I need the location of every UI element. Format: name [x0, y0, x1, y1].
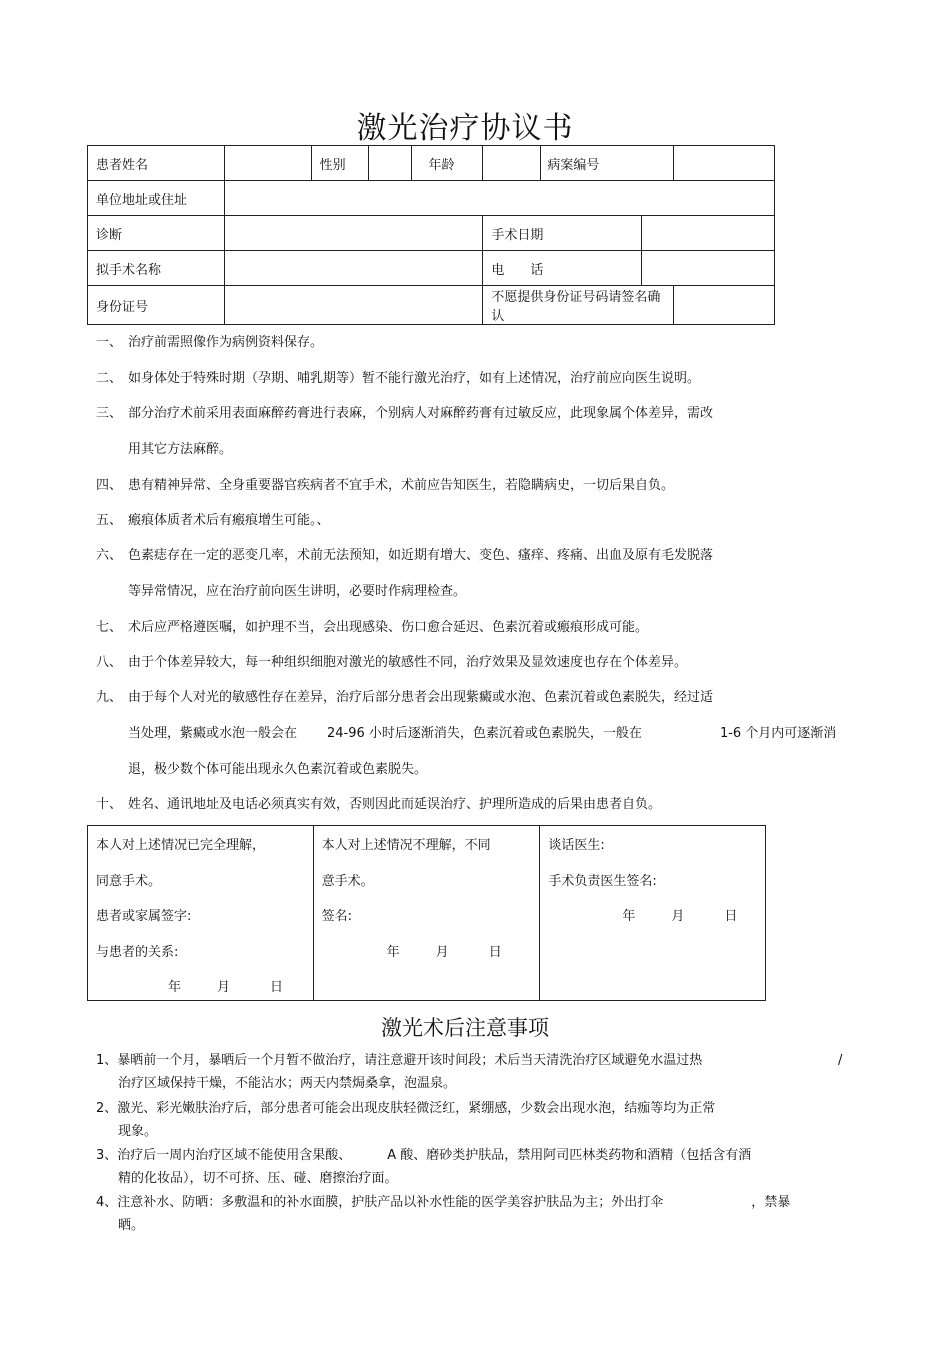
label-surgery-date: 手术日期	[483, 216, 642, 251]
label-refuse-id: 不愿提供身份证号码请签名确认	[483, 286, 674, 325]
clause-3: 三、 部分治疗术前采用表面麻醉药膏进行表麻，个别病人对麻醉药膏有过敏反应，此现象属个体差异，需改	[96, 406, 714, 421]
agree-date: 年 月 日	[168, 980, 284, 995]
clause-9-cont: 当处理，紫癜或水泡一般会在 24-96 小时后逐渐消失，色素沉着或色素脱失，一般在 1-6 个月内可逐渐消	[128, 726, 837, 741]
case-number-field[interactable]	[674, 146, 775, 181]
clause-9: 九、 由于每个人对光的敏感性存在差异，治疗后部分患者会出现紫癜或水泡、色素沉着或色素脱失，经过适	[96, 690, 714, 705]
clause-5: 五、 瘢痕体质者术后有瘢痕增生可能。、	[96, 513, 330, 528]
consent-signature-table	[87, 825, 766, 1001]
clause-2: 二、 如身体处于特殊时期（孕期、哺乳期等）暂不能行激光治疗，如有上述情况，治疗前应向医生说明。	[96, 371, 701, 386]
label-gender: 性别	[311, 146, 368, 181]
label-diagnosis: 诊断	[88, 216, 225, 251]
note-4-cont: 晒。	[118, 1218, 145, 1233]
address-field[interactable]	[224, 181, 774, 216]
disagree-date: 年 月 日	[386, 945, 502, 960]
relationship-label: 与患者的关系:	[96, 945, 179, 960]
disagree-text-1: 本人对上述情况不理解，不同	[321, 838, 491, 853]
patient-info-table	[87, 145, 775, 325]
surgery-name-field[interactable]	[224, 251, 483, 286]
label-id-number: 身份证号	[88, 286, 225, 325]
disagree-text-2: 意手术。	[321, 874, 374, 889]
label-surgery-name: 拟手术名称	[88, 251, 225, 286]
responsible-doctor-label: 手术负责医生签名:	[548, 874, 657, 889]
age-field[interactable]	[483, 146, 541, 181]
aftercare-title: 激光术后注意事项	[381, 1016, 549, 1040]
clause-6-cont: 等异常情况，应在治疗前向医生讲明，必要时作病理检查。	[128, 584, 467, 599]
id-number-field[interactable]	[224, 286, 483, 325]
clause-1: 一、 治疗前需照像作为病例资料保存。	[96, 335, 324, 350]
diagnosis-field[interactable]	[224, 216, 483, 251]
note-2: 2、激光、彩光嫩肤治疗后，部分患者可能会出现皮肤轻微泛红，紧绷感，少数会出现水泡，结痂等均为正常	[96, 1101, 716, 1116]
page-title: 激光治疗协议书	[356, 111, 574, 146]
phone-field[interactable]	[642, 251, 775, 286]
note-1: 1、暴晒前一个月，暴晒后一个月暂不做治疗，请注意避开该时间段；术后当天清洗治疗区域避免水温过热 /	[96, 1053, 843, 1068]
note-3-cont: 精的化妆品），切不可挤、压、碰、磨擦治疗面。	[118, 1171, 398, 1186]
gender-field[interactable]	[368, 146, 412, 181]
patient-signature-label: 患者或家属签字:	[96, 909, 192, 924]
agree-text-1: 本人对上述情况已完全理解，	[96, 838, 266, 853]
label-phone: 电 话	[483, 251, 642, 286]
label-case-number: 病案编号	[541, 146, 674, 181]
label-address: 单位地址或住址	[88, 181, 225, 216]
clause-4: 四、 患有精神异常、全身重要器官疾病者不宜手术，术前应告知医生，若隐瞒病史，一切后果自负。	[96, 478, 675, 493]
clause-8: 八、 由于个体差异较大，每一种组织细胞对激光的敏感性不同，治疗效果及显效速度也存在个体差异。	[96, 655, 688, 670]
surgery-date-field[interactable]	[642, 216, 775, 251]
clause-3-cont: 用其它方法麻醉。	[128, 442, 233, 457]
disagree-signature-label: 签名:	[321, 909, 353, 924]
clause-6: 六、 色素痣存在一定的恶变几率，术前无法预知，如近期有增大、变色、瘙痒、疼痛、出血及原有毛发脱落	[96, 548, 714, 563]
doctor-cell[interactable]	[540, 826, 766, 1001]
consulting-doctor-label: 谈话医生:	[548, 838, 605, 853]
note-4: 4、注意补水、防晒：多敷温和的补水面膜，护肤产品以补水性能的医学美容护肤品为主；外出打伞 ，禁暴	[96, 1195, 791, 1210]
label-patient-name: 患者姓名	[88, 146, 225, 181]
consent-disagree-cell[interactable]	[313, 826, 540, 1001]
clause-7: 七、 术后应严格遵医嘱，如护理不当，会出现感染、伤口愈合延迟、色素沉着或瘢痕形成可能。	[96, 620, 649, 635]
doctor-date: 年 月 日	[622, 909, 738, 924]
clause-9-cont2: 退，极少数个体可能出现永久色素沉着或色素脱失。	[128, 762, 428, 777]
note-3: 3、治疗后一周内治疗区域不能使用含果酸、 A 酸、磨砂类护肤品，禁用阿司匹林类药物和酒精（包括含有酒	[96, 1148, 752, 1163]
consent-agree-cell[interactable]	[88, 826, 314, 1001]
note-2-cont: 现象。	[118, 1124, 158, 1139]
patient-name-field[interactable]	[224, 146, 311, 181]
clause-10: 十、 姓名、通讯地址及电话必须真实有效，否则因此而延误治疗、护理所造成的后果由患者自负。	[96, 797, 662, 812]
refuse-id-signature-field[interactable]	[674, 286, 775, 325]
agree-text-2: 同意手术。	[96, 874, 162, 889]
note-1-cont: 治疗区域保持干燥，不能沾水；两天内禁焗桑拿，泡温泉。	[118, 1076, 457, 1091]
label-age: 年龄	[412, 146, 483, 181]
